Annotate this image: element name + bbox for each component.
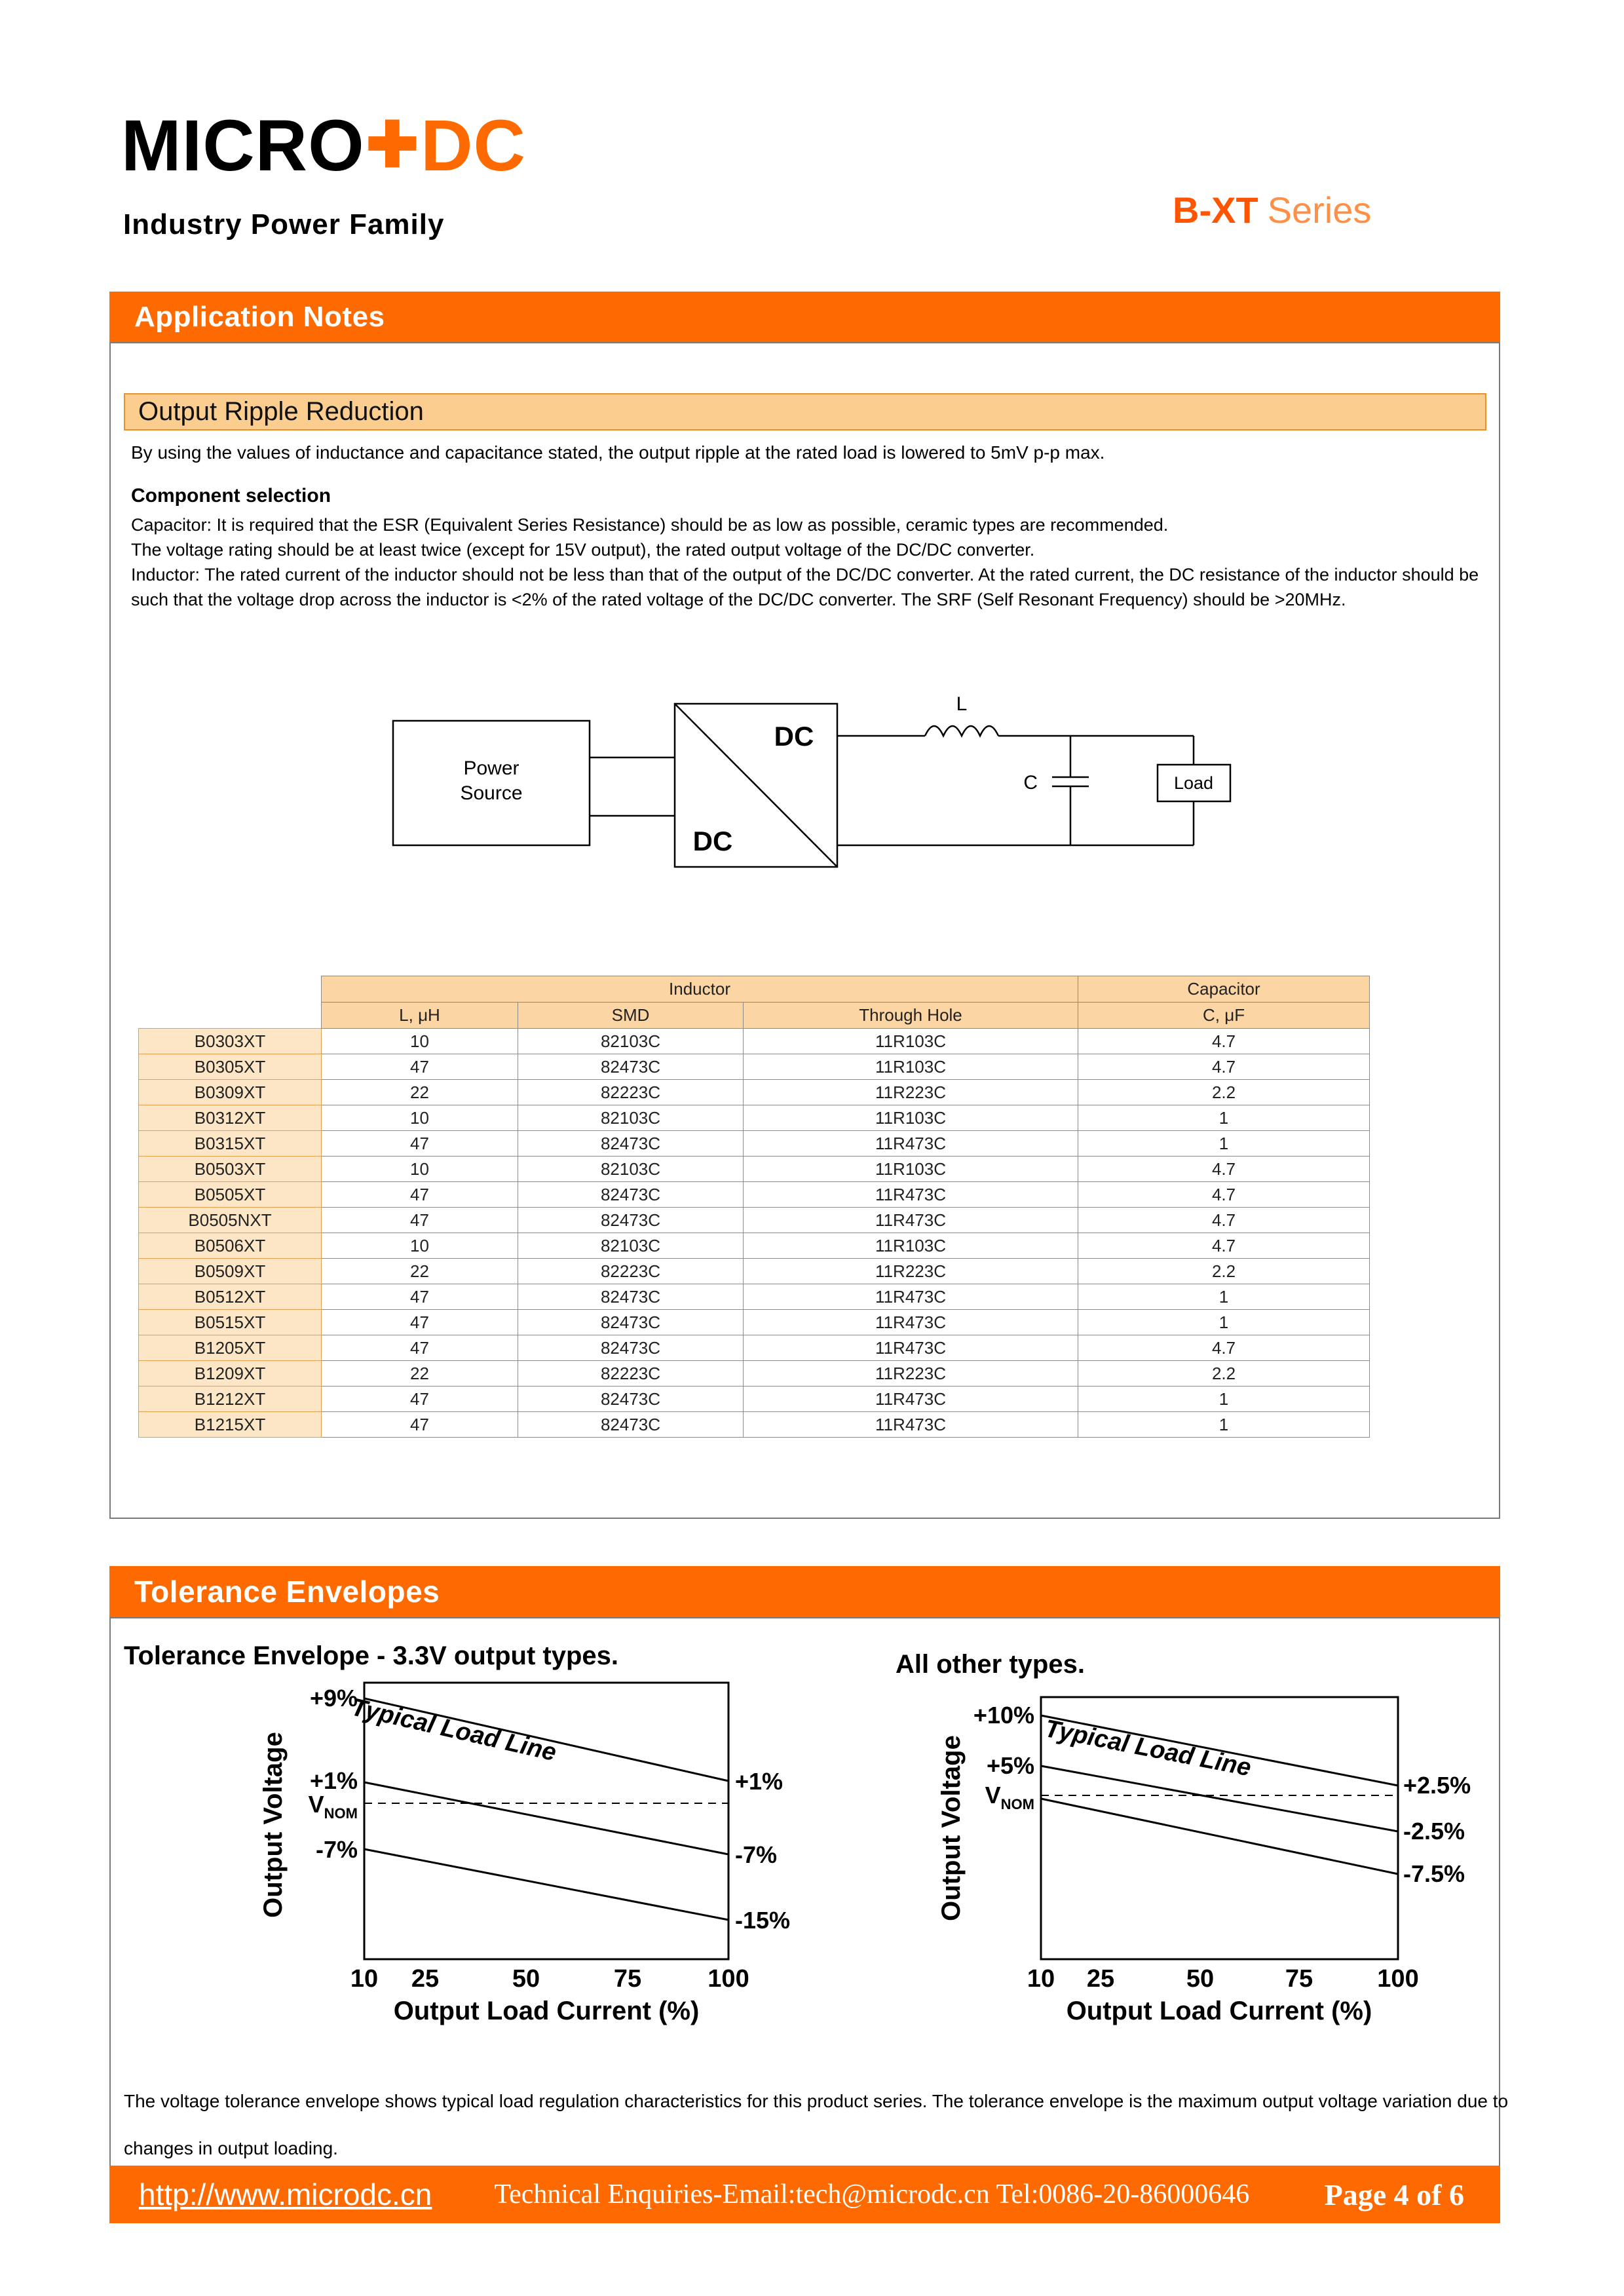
output-ripple-header: Output Ripple Reduction	[124, 393, 1486, 430]
y-label-minus7p5: -7.5%	[1403, 1860, 1465, 1887]
chart-labels	[937, 1702, 1471, 2025]
application-notes-header: Application Notes	[109, 292, 1500, 342]
smd-value-cell: 82473C	[518, 1387, 744, 1412]
table-row	[139, 1412, 1370, 1438]
part-number-cell: B0509XT	[139, 1259, 322, 1284]
smd-value-cell: 82223C	[518, 1259, 744, 1284]
group-header-row	[139, 976, 1370, 1003]
table-row	[139, 1054, 1370, 1080]
c-value-cell: 2.2	[1078, 1361, 1370, 1387]
x-axis-title: Output Load Current (%)	[393, 1997, 700, 2025]
smd-value-cell: 82473C	[518, 1284, 744, 1310]
part-number-cell: B0505XT	[139, 1182, 322, 1208]
website-link[interactable]: http://www.microdc.cn	[139, 2177, 432, 2211]
through-hole-value-cell: 11R103C	[744, 1029, 1078, 1054]
part-number-cell: B0305XT	[139, 1054, 322, 1080]
c-value-cell: 4.7	[1078, 1208, 1370, 1233]
through-hole-value-cell: 11R473C	[744, 1182, 1078, 1208]
part-number-cell: B1209XT	[139, 1361, 322, 1387]
through-hole-value-cell: 11R103C	[744, 1105, 1078, 1131]
chart-labels	[259, 1685, 790, 2025]
table-row	[139, 1387, 1370, 1412]
c-value-cell: 1	[1078, 1131, 1370, 1157]
brand-tagline: Industry Power Family	[123, 208, 445, 240]
inductor-group-header: Inductor	[322, 976, 1078, 1003]
c-value-cell: 2.2	[1078, 1259, 1370, 1284]
table-row	[139, 1131, 1370, 1157]
body-line: The voltage rating should be at least twice (except for 15V output), the rated output voltage of the DC/DC converter.	[131, 540, 1035, 560]
part-number-cell: B0512XT	[139, 1284, 322, 1310]
ripple-intro-text: By using the values of inductance and capacitance stated, the output ripple at the rated load is lowered to 5mV p-p max.	[131, 442, 1105, 463]
power-source-label-line2: Source	[460, 782, 523, 804]
l-column-header: L, μH	[322, 1003, 518, 1029]
part-number-cell: B0315XT	[139, 1131, 322, 1157]
component-selection-heading: Component selection	[131, 485, 331, 507]
l-value-cell: 47	[322, 1412, 518, 1438]
component-selection-text	[131, 512, 1479, 612]
smd-value-cell: 82103C	[518, 1029, 744, 1054]
c-value-cell: 4.7	[1078, 1029, 1370, 1054]
through-hole-value-cell: 11R103C	[744, 1054, 1078, 1080]
y-label-plus1-left: +1%	[309, 1767, 358, 1794]
x-tick-100: 100	[708, 1965, 749, 1993]
ripple-table-body	[139, 1029, 1370, 1438]
x-tick-50: 50	[512, 1965, 540, 1993]
through-hole-value-cell: 11R103C	[744, 1233, 1078, 1259]
x-tick-10: 10	[1027, 1965, 1055, 1993]
body-line: such that the voltage drop across the inductor is <2% of the rated voltage of the DC/DC converter. The SRF (Self Resonant Frequency) should be >20MHz.	[131, 590, 1346, 609]
l-value-cell: 10	[322, 1029, 518, 1054]
smd-value-cell: 82103C	[518, 1157, 744, 1182]
y-label-plus1-right: +1%	[735, 1768, 784, 1795]
y-label-vnom: $V_{NOM}$	[985, 1782, 1034, 1812]
tolerance-chart-3v3	[236, 1664, 878, 2031]
table-row	[139, 1310, 1370, 1335]
dc-output-label: DC	[774, 721, 814, 752]
smd-value-cell: 82473C	[518, 1054, 744, 1080]
through-hole-value-cell: 11R223C	[744, 1080, 1078, 1105]
inductor-label: L	[956, 693, 968, 715]
tolerance-envelopes-header: Tolerance Envelopes	[109, 1566, 1500, 1617]
x-axis-title: Output Load Current (%)	[1066, 1997, 1372, 2025]
c-value-cell: 1	[1078, 1310, 1370, 1335]
page-number: Page 4 of 6	[1324, 2177, 1464, 2211]
smd-value-cell: 82473C	[518, 1131, 744, 1157]
through-hole-value-cell: 11R473C	[744, 1387, 1078, 1412]
smd-value-cell: 82473C	[518, 1335, 744, 1361]
through-hole-value-cell: 11R473C	[744, 1335, 1078, 1361]
smd-value-cell: 82103C	[518, 1233, 744, 1259]
capacitor-label: C	[1023, 772, 1038, 794]
table-row	[139, 1157, 1370, 1182]
footer-contact-text: Technical Enquiries-Email:tech@microdc.cn Tel:0086-20-86000646	[494, 2179, 1250, 2210]
x-tick-75: 75	[613, 1965, 642, 1993]
logo-dc-text: DC	[421, 105, 526, 186]
through-hole-value-cell: 11R473C	[744, 1208, 1078, 1233]
lower-envelope-line	[364, 1849, 728, 1920]
y-label-minus15-right: -15%	[735, 1907, 791, 1934]
table-row	[139, 1361, 1370, 1387]
series-suffix: Series	[1267, 189, 1372, 231]
c-value-cell: 4.7	[1078, 1335, 1370, 1361]
l-value-cell: 47	[322, 1310, 518, 1335]
c-value-cell: 1	[1078, 1387, 1370, 1412]
c-value-cell: 4.7	[1078, 1157, 1370, 1182]
l-value-cell: 47	[322, 1284, 518, 1310]
y-axis-title: Output Voltage	[259, 1732, 288, 1918]
table-row	[139, 1335, 1370, 1361]
component-selection-table	[138, 976, 1370, 1438]
part-number-cell: B0506XT	[139, 1233, 322, 1259]
through-hole-column-header: Through Hole	[744, 1003, 1078, 1029]
part-number-cell: B0515XT	[139, 1310, 322, 1335]
y-label-minus2p5: -2.5%	[1403, 1818, 1465, 1845]
l-value-cell: 22	[322, 1361, 518, 1387]
part-number-cell: B0303XT	[139, 1029, 322, 1054]
part-number-cell: B0503XT	[139, 1157, 322, 1182]
table-row	[139, 1233, 1370, 1259]
typical-load-line-annotation: Typical Load Line	[349, 1693, 559, 1767]
y-label-minus7-right: -7%	[735, 1841, 778, 1868]
c-value-cell: 4.7	[1078, 1182, 1370, 1208]
brand-logo	[121, 105, 526, 186]
table-row	[139, 1208, 1370, 1233]
smd-value-cell: 82473C	[518, 1412, 744, 1438]
smd-value-cell: 82223C	[518, 1080, 744, 1105]
l-value-cell: 47	[322, 1131, 518, 1157]
x-tick-50: 50	[1186, 1965, 1215, 1993]
blank-header-cell	[139, 976, 322, 1003]
c-value-cell: 1	[1078, 1105, 1370, 1131]
c-value-cell: 1	[1078, 1412, 1370, 1438]
c-value-cell: 2.2	[1078, 1080, 1370, 1105]
tolerance-note-line2: changes in output loading.	[124, 2138, 338, 2158]
part-number-cell: B0312XT	[139, 1105, 322, 1131]
l-value-cell: 10	[322, 1233, 518, 1259]
c-value-cell: 4.7	[1078, 1233, 1370, 1259]
x-tick-25: 25	[1086, 1965, 1115, 1993]
part-number-cell: B0309XT	[139, 1080, 322, 1105]
y-label-plus5: +5%	[986, 1752, 1034, 1779]
c-value-cell: 4.7	[1078, 1054, 1370, 1080]
left-chart-title: Tolerance Envelope - 3.3V output types.	[124, 1641, 618, 1670]
part-number-cell: B1205XT	[139, 1335, 322, 1361]
y-label-plus9: +9%	[309, 1685, 358, 1712]
smd-column-header: SMD	[518, 1003, 744, 1029]
smd-value-cell: 82103C	[518, 1105, 744, 1131]
l-value-cell: 10	[322, 1105, 518, 1131]
smd-value-cell: 82473C	[518, 1310, 744, 1335]
l-value-cell: 47	[322, 1335, 518, 1361]
table-row	[139, 1029, 1370, 1054]
capacitor-group-header: Capacitor	[1078, 976, 1370, 1003]
right-chart-title: All other types.	[896, 1650, 1085, 1679]
plus-icon: ✚	[366, 110, 420, 180]
table-row	[139, 1080, 1370, 1105]
x-tick-25: 25	[411, 1965, 440, 1993]
through-hole-value-cell: 11R223C	[744, 1361, 1078, 1387]
part-number-cell: B1215XT	[139, 1412, 322, 1438]
l-value-cell: 47	[322, 1208, 518, 1233]
y-label-vnom: $V_{NOM}$	[308, 1791, 358, 1822]
sub-header-row	[139, 1003, 1370, 1029]
footer-bar	[109, 2166, 1500, 2223]
through-hole-value-cell: 11R223C	[744, 1259, 1078, 1284]
typical-load-line-annotation: Typical Load Line	[1042, 1715, 1254, 1782]
table-row	[139, 1284, 1370, 1310]
table-row	[139, 1259, 1370, 1284]
table-row	[139, 1182, 1370, 1208]
ripple-filter-circuit-diagram	[354, 688, 1271, 898]
l-value-cell: 47	[322, 1182, 518, 1208]
through-hole-value-cell: 11R103C	[744, 1157, 1078, 1182]
x-tick-10: 10	[350, 1965, 379, 1993]
tolerance-chart-other	[917, 1664, 1559, 2031]
l-value-cell: 22	[322, 1259, 518, 1284]
through-hole-value-cell: 11R473C	[744, 1412, 1078, 1438]
smd-value-cell: 82473C	[518, 1182, 744, 1208]
logo-micro-text: MICRO	[121, 105, 365, 186]
y-label-plus10: +10%	[973, 1702, 1034, 1729]
typical-load-line	[364, 1782, 728, 1854]
table-header	[139, 976, 1370, 1029]
x-tick-75: 75	[1285, 1965, 1313, 1993]
l-value-cell: 47	[322, 1387, 518, 1412]
load-label: Load	[1173, 773, 1214, 793]
c-column-header: C, μF	[1078, 1003, 1370, 1029]
dc-input-label: DC	[692, 826, 733, 856]
tolerance-note-line1: The voltage tolerance envelope shows typical load regulation characteristics for this product series. The tolerance envelope is the maximum output voltage variation due to	[124, 2091, 1509, 2111]
table-row	[139, 1105, 1370, 1131]
y-label-minus7-left: -7%	[315, 1836, 358, 1863]
smd-value-cell: 82223C	[518, 1361, 744, 1387]
inductor-coil-icon	[925, 726, 998, 736]
y-label-plus2p5: +2.5%	[1403, 1772, 1471, 1799]
series-name: B-XT	[1173, 189, 1258, 231]
y-axis-title: Output Voltage	[937, 1735, 966, 1921]
part-number-cell: B0505NXT	[139, 1208, 322, 1233]
smd-value-cell: 82473C	[518, 1208, 744, 1233]
through-hole-value-cell: 11R473C	[744, 1310, 1078, 1335]
through-hole-value-cell: 11R473C	[744, 1284, 1078, 1310]
x-tick-100: 100	[1377, 1965, 1419, 1993]
l-value-cell: 10	[322, 1157, 518, 1182]
power-source-label-line1: Power	[463, 757, 519, 779]
part-number-cell: B1212XT	[139, 1387, 322, 1412]
lower-envelope-line	[1041, 1799, 1398, 1874]
through-hole-value-cell: 11R473C	[744, 1131, 1078, 1157]
c-value-cell: 1	[1078, 1284, 1370, 1310]
body-line: Inductor: The rated current of the inductor should not be less than that of the output of the DC/DC converter. At the rated current, the DC resistance of the inductor should be	[131, 565, 1479, 584]
body-line: Capacitor: It is required that the ESR (Equivalent Series Resistance) should be as low as possible, ceramic types are recommended.	[131, 515, 1169, 535]
blank-header-cell	[139, 1003, 322, 1029]
l-value-cell: 47	[322, 1054, 518, 1080]
l-value-cell: 22	[322, 1080, 518, 1105]
series-title	[1173, 189, 1371, 231]
